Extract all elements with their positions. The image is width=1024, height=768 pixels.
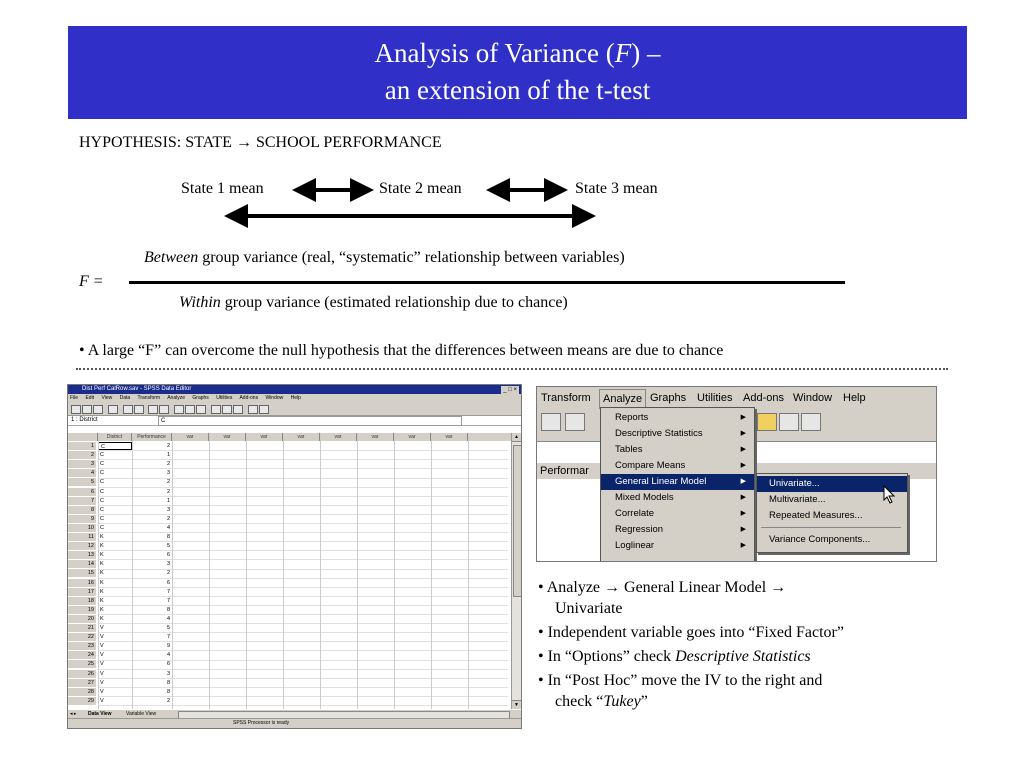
value-labels-icon[interactable] <box>248 405 258 414</box>
district-cell[interactable]: K <box>100 615 104 622</box>
cell-reference: 1 : District <box>71 417 98 423</box>
bullet-post-hoc-cont: check “Tukey” <box>555 693 648 710</box>
table-row <box>68 551 508 559</box>
district-cell[interactable]: K <box>100 552 104 559</box>
row-number[interactable]: 1 <box>68 442 96 450</box>
submenu-arrow-icon: ▶ <box>740 462 746 469</box>
menu-window[interactable]: Window <box>793 392 833 404</box>
bullet-analyze: • Analyze → General Linear Model → <box>538 579 787 596</box>
performance-cell[interactable]: 3 <box>166 470 170 477</box>
table-row <box>68 442 508 450</box>
performance-cell[interactable]: 8 <box>166 534 170 540</box>
menu-item-mixed-models[interactable]: Mixed Models ▶ <box>601 490 754 506</box>
row-number[interactable]: 13 <box>68 551 96 559</box>
formula-lhs: F = <box>79 273 104 290</box>
col-header-performance[interactable]: Performance <box>132 433 172 441</box>
col-header-var[interactable]: var <box>283 433 320 441</box>
performance-cell[interactable]: 8 <box>166 606 170 613</box>
district-cell[interactable]: K <box>100 570 104 577</box>
row-number[interactable]: 27 <box>68 679 96 687</box>
submenu-item-univariate[interactable]: Univariate... <box>757 476 907 492</box>
district-cell[interactable]: V <box>100 661 104 668</box>
table-row <box>68 569 508 577</box>
grid-column-line <box>468 433 469 709</box>
title-line-1: Analysis of Variance (F) – <box>374 38 661 68</box>
submenu-arrow-icon: ▶ <box>740 478 746 485</box>
performance-cell[interactable]: 2 <box>166 570 170 577</box>
district-cell[interactable]: C <box>100 524 104 531</box>
table-row <box>68 524 508 532</box>
bullet-post-hoc: • In “Post Hoc” move the IV to the right and <box>538 672 823 689</box>
district-cell[interactable]: C <box>98 442 132 450</box>
row-number[interactable]: 12 <box>68 542 96 550</box>
state-1-mean: State 1 mean <box>181 180 264 197</box>
row-number[interactable]: 23 <box>68 642 96 650</box>
submenu-arrow-icon: ▶ <box>740 414 746 421</box>
grid-column-line <box>98 433 99 709</box>
formula-numerator: Between group variance (real, “systematic” relationship between variables) <box>144 249 625 266</box>
spss-menu-help[interactable]: Help <box>290 395 301 401</box>
submenu-arrow-icon: ▶ <box>740 510 746 517</box>
save-icon[interactable] <box>82 405 92 414</box>
row-number[interactable]: 10 <box>68 524 96 532</box>
table-row <box>68 560 508 568</box>
row-number[interactable]: 7 <box>68 497 96 505</box>
menu-addons[interactable]: Add-ons <box>743 392 784 404</box>
status-text: SPSS Processor is ready <box>233 720 290 726</box>
hypothesis-text: HYPOTHESIS: STATE → SCHOOL PERFORMANCE <box>79 134 442 151</box>
performance-cell[interactable]: 4 <box>166 615 170 622</box>
analyze-menubar <box>537 387 936 409</box>
row-number[interactable]: 22 <box>68 633 96 641</box>
undo-icon[interactable] <box>123 405 133 414</box>
submenu-arrow-icon: ▶ <box>740 494 746 501</box>
insert-case-icon[interactable] <box>185 405 195 414</box>
scroll-up-icon[interactable]: ▲ <box>512 433 521 442</box>
table-row <box>68 660 508 668</box>
menu-item-general-linear-model[interactable]: General Linear Model ▶ <box>601 474 754 490</box>
performance-cell[interactable]: 4 <box>166 524 170 531</box>
performance-cell[interactable]: 4 <box>166 652 170 659</box>
performance-cell[interactable]: 5 <box>166 625 170 631</box>
col-header-blank <box>468 433 512 441</box>
col-header-var[interactable]: var <box>431 433 468 441</box>
district-cell[interactable]: V <box>100 643 104 650</box>
row-number[interactable]: 29 <box>68 697 96 705</box>
district-cell[interactable]: V <box>100 625 104 631</box>
spss-menu-data[interactable]: Data <box>119 395 131 401</box>
performance-cell[interactable]: 1 <box>166 452 170 459</box>
formula-denominator: Within group variance (estimated relationship due to chance) <box>179 294 568 311</box>
district-cell[interactable]: K <box>100 579 104 586</box>
table-row <box>68 688 508 696</box>
col-header-var[interactable]: var <box>209 433 246 441</box>
district-cell[interactable]: V <box>100 688 104 695</box>
menu-item-loglinear[interactable]: Loglinear ▶ <box>601 538 754 554</box>
row-number[interactable]: 25 <box>68 660 96 668</box>
grid-column-line <box>431 433 432 709</box>
bullet-options: • In “Options” check Descriptive Statistics <box>538 648 811 665</box>
district-cell[interactable]: V <box>100 652 104 659</box>
table-row <box>68 579 508 587</box>
spss-menu-edit[interactable]: Edit <box>85 395 95 401</box>
district-cell[interactable]: K <box>100 543 104 550</box>
performance-cell[interactable]: 6 <box>166 552 170 559</box>
weight-cases-icon[interactable] <box>222 405 232 414</box>
row-number[interactable]: 11 <box>68 533 96 541</box>
table-row <box>68 606 508 614</box>
table-row <box>68 497 508 505</box>
row-number[interactable]: 2 <box>68 451 96 459</box>
table-row <box>68 506 508 514</box>
performance-cell[interactable]: 2 <box>166 515 170 522</box>
performance-cell[interactable]: 2 <box>166 461 170 468</box>
menu-item-reports[interactable]: Reports ▶ <box>601 410 754 426</box>
mouse-cursor-icon <box>883 485 897 505</box>
submenu-arrow-icon: ▶ <box>740 430 746 437</box>
scroll-down-icon[interactable]: ▼ <box>512 700 521 709</box>
fraction-bar <box>129 281 845 284</box>
performance-header-text: Performar <box>540 465 589 477</box>
grid-column-line <box>283 433 284 709</box>
district-cell[interactable]: C <box>100 461 104 468</box>
toolbar-icon[interactable] <box>757 413 777 431</box>
district-cell[interactable]: K <box>100 561 104 568</box>
spss-menu-utilities[interactable]: Utilities <box>216 395 233 401</box>
insert-variable-icon[interactable] <box>196 405 206 414</box>
corner-cell <box>68 433 98 441</box>
submenu-separator <box>761 527 901 528</box>
performance-cell[interactable]: 3 <box>166 561 170 568</box>
table-row <box>68 469 508 477</box>
spss-title-bar <box>68 385 521 394</box>
table-row <box>68 642 508 650</box>
spss-menu-analyze[interactable]: Analyze <box>167 395 186 401</box>
performance-cell[interactable]: 9 <box>166 643 170 650</box>
toolbar-icon[interactable] <box>565 413 585 431</box>
row-number[interactable]: 4 <box>68 469 96 477</box>
row-number[interactable]: 19 <box>68 606 96 614</box>
table-row <box>68 515 508 523</box>
table-row <box>68 633 508 641</box>
menu-item-tables[interactable]: Tables ▶ <box>601 442 754 458</box>
redo-icon[interactable] <box>134 405 144 414</box>
menu-item-regression[interactable]: Regression ▶ <box>601 522 754 538</box>
tab-nav-icon[interactable]: ◂ ▸ <box>70 711 77 717</box>
spss-menu-transform[interactable]: Transform <box>137 395 161 401</box>
dotted-divider <box>76 368 948 370</box>
menu-transform[interactable]: Transform <box>541 392 591 404</box>
performance-cell[interactable]: 6 <box>166 579 170 586</box>
performance-cell[interactable]: 1 <box>166 497 170 504</box>
submenu-item-variance-components[interactable]: Variance Components... <box>769 534 871 545</box>
row-number[interactable]: 3 <box>68 460 96 468</box>
tab-data-view[interactable]: Data View <box>88 711 112 717</box>
row-number[interactable]: 21 <box>68 624 96 632</box>
col-header-var[interactable]: var <box>246 433 283 441</box>
performance-cell[interactable]: 8 <box>166 688 170 695</box>
performance-cell[interactable]: 7 <box>166 588 170 595</box>
submenu-arrow-icon: ▶ <box>740 446 746 453</box>
submenu-arrow-icon: ▶ <box>740 542 746 549</box>
find-icon[interactable] <box>174 405 184 414</box>
spss-menu-window[interactable]: Window <box>265 395 284 401</box>
submenu-item-multivariate[interactable]: Multivariate... <box>769 494 826 505</box>
performance-cell[interactable]: 2 <box>166 479 170 486</box>
table-row <box>68 460 508 468</box>
spss-menubar <box>68 394 521 403</box>
district-cell[interactable]: K <box>100 588 104 595</box>
print-icon[interactable] <box>93 405 103 414</box>
null-hypothesis-note: • A large “F” can overcome the null hypothesis that the differences between means are due to chance <box>79 342 724 359</box>
menu-item-descriptive-statistics[interactable]: Descriptive Statistics ▶ <box>601 426 754 442</box>
mean-arrows <box>0 0 1024 240</box>
bullet-analyze-cont: Univariate <box>555 600 623 617</box>
menu-utilities[interactable]: Utilities <box>697 392 733 404</box>
row-number[interactable]: 28 <box>68 688 96 696</box>
grid-column-line <box>172 433 173 709</box>
table-row <box>68 542 508 550</box>
menu-item-compare-means[interactable]: Compare Means ▶ <box>601 458 754 474</box>
performance-cell[interactable]: 2 <box>166 443 170 449</box>
performance-cell[interactable]: 3 <box>166 506 170 513</box>
table-row <box>68 651 508 659</box>
spss-window-title: Dist Perf CalRow.sav - SPSS Data Editor <box>82 386 192 392</box>
district-cell[interactable]: C <box>100 452 104 459</box>
vertical-scrollbar[interactable] <box>511 433 521 709</box>
table-row <box>68 697 508 705</box>
grid-column-line <box>320 433 321 709</box>
cell-value-field[interactable]: C <box>158 416 462 426</box>
district-cell[interactable]: K <box>100 534 104 540</box>
table-row <box>68 670 508 678</box>
state-3-mean: State 3 mean <box>575 180 658 197</box>
district-cell[interactable]: K <box>100 606 104 613</box>
table-row <box>68 451 508 459</box>
row-number[interactable]: 5 <box>68 478 96 486</box>
col-header-var[interactable]: var <box>357 433 394 441</box>
data-grid <box>68 433 521 709</box>
row-number[interactable]: 17 <box>68 588 96 596</box>
district-cell[interactable]: V <box>100 634 104 641</box>
row-number[interactable]: 14 <box>68 560 96 568</box>
title-line-2: an extension of the t-test <box>384 75 651 105</box>
row-number[interactable]: 20 <box>68 615 96 623</box>
status-bar <box>68 718 521 728</box>
grid-column-line <box>246 433 247 709</box>
district-cell[interactable]: V <box>100 679 104 686</box>
variables-icon[interactable] <box>159 405 169 414</box>
submenu-arrow-icon: ▶ <box>740 526 746 533</box>
submenu-item-repeated-measures[interactable]: Repeated Measures... <box>769 510 863 521</box>
performance-cell[interactable]: 6 <box>166 661 170 668</box>
performance-cell[interactable]: 7 <box>166 597 170 604</box>
tab-variable-view[interactable]: Variable View <box>126 711 157 717</box>
row-number[interactable]: 16 <box>68 579 96 587</box>
menu-item-correlate[interactable]: Correlate ▶ <box>601 506 754 522</box>
grid-line <box>98 705 508 706</box>
district-cell[interactable]: C <box>100 497 104 504</box>
grid-column-line <box>209 433 210 709</box>
grid-column-line <box>357 433 358 709</box>
district-cell[interactable]: C <box>100 515 104 522</box>
use-sets-icon[interactable] <box>259 405 269 414</box>
col-header-var[interactable]: var <box>320 433 357 441</box>
analyze-menu-screenshot <box>536 386 937 562</box>
table-row <box>68 533 508 541</box>
table-row <box>68 478 508 486</box>
window-controls-icon[interactable]: _ □ × <box>503 387 517 393</box>
open-icon[interactable] <box>71 405 81 414</box>
spss-menu-addons[interactable]: Add-ons <box>239 395 259 401</box>
district-cell[interactable]: K <box>100 597 104 604</box>
table-row <box>68 615 508 623</box>
performance-cell[interactable]: 3 <box>166 670 170 677</box>
district-cell[interactable]: C <box>100 479 104 486</box>
table-row <box>68 624 508 632</box>
row-number[interactable]: 26 <box>68 670 96 678</box>
col-header-district[interactable]: District <box>98 433 132 441</box>
toolbar-icon[interactable] <box>801 413 821 431</box>
row-number[interactable]: 6 <box>68 488 96 496</box>
analyze-dropdown <box>600 407 755 562</box>
bullet-fixed-factor: • Independent variable goes into “Fixed Factor” <box>538 624 844 641</box>
row-number[interactable]: 15 <box>68 569 96 577</box>
dialog-recall-icon[interactable] <box>108 405 118 414</box>
table-row <box>68 588 508 596</box>
select-cases-icon[interactable] <box>233 405 243 414</box>
performance-cell[interactable]: 8 <box>166 679 170 686</box>
spss-menu-view[interactable]: View <box>101 395 113 401</box>
col-header-var[interactable]: var <box>394 433 431 441</box>
row-number[interactable]: 8 <box>68 506 96 514</box>
spss-menu-file[interactable]: File <box>70 395 79 401</box>
cell-editor <box>68 416 521 426</box>
goto-case-icon[interactable] <box>148 405 158 414</box>
table-row <box>68 597 508 605</box>
district-cell[interactable]: V <box>100 697 104 704</box>
spss-menu-graphs[interactable]: Graphs <box>192 395 209 401</box>
state-2-mean: State 2 mean <box>379 180 462 197</box>
district-cell[interactable]: C <box>100 470 104 477</box>
spss-data-editor <box>67 384 522 729</box>
menu-analyze[interactable]: Analyze <box>599 389 646 409</box>
row-number[interactable]: 9 <box>68 515 96 523</box>
grid-column-line <box>132 433 133 709</box>
district-cell[interactable]: C <box>100 506 104 513</box>
district-cell[interactable]: C <box>100 488 104 495</box>
toolbar-icon[interactable] <box>541 413 561 431</box>
grid-column-line <box>394 433 395 709</box>
district-cell[interactable]: V <box>100 670 104 677</box>
menu-graphs[interactable]: Graphs <box>650 392 687 404</box>
scroll-thumb[interactable] <box>513 445 522 597</box>
col-header-var[interactable]: var <box>172 433 209 441</box>
performance-cell[interactable]: 2 <box>166 488 170 495</box>
spss-toolbar <box>68 403 521 416</box>
table-row <box>68 679 508 687</box>
performance-cell[interactable]: 2 <box>166 697 170 704</box>
toolbar-icon[interactable] <box>779 413 799 431</box>
performance-cell[interactable]: 5 <box>166 543 170 550</box>
menu-help[interactable]: Help <box>843 392 866 404</box>
row-number[interactable]: 24 <box>68 651 96 659</box>
performance-cell[interactable]: 7 <box>166 634 170 641</box>
table-row <box>68 488 508 496</box>
split-file-icon[interactable] <box>211 405 221 414</box>
row-number[interactable]: 18 <box>68 597 96 605</box>
